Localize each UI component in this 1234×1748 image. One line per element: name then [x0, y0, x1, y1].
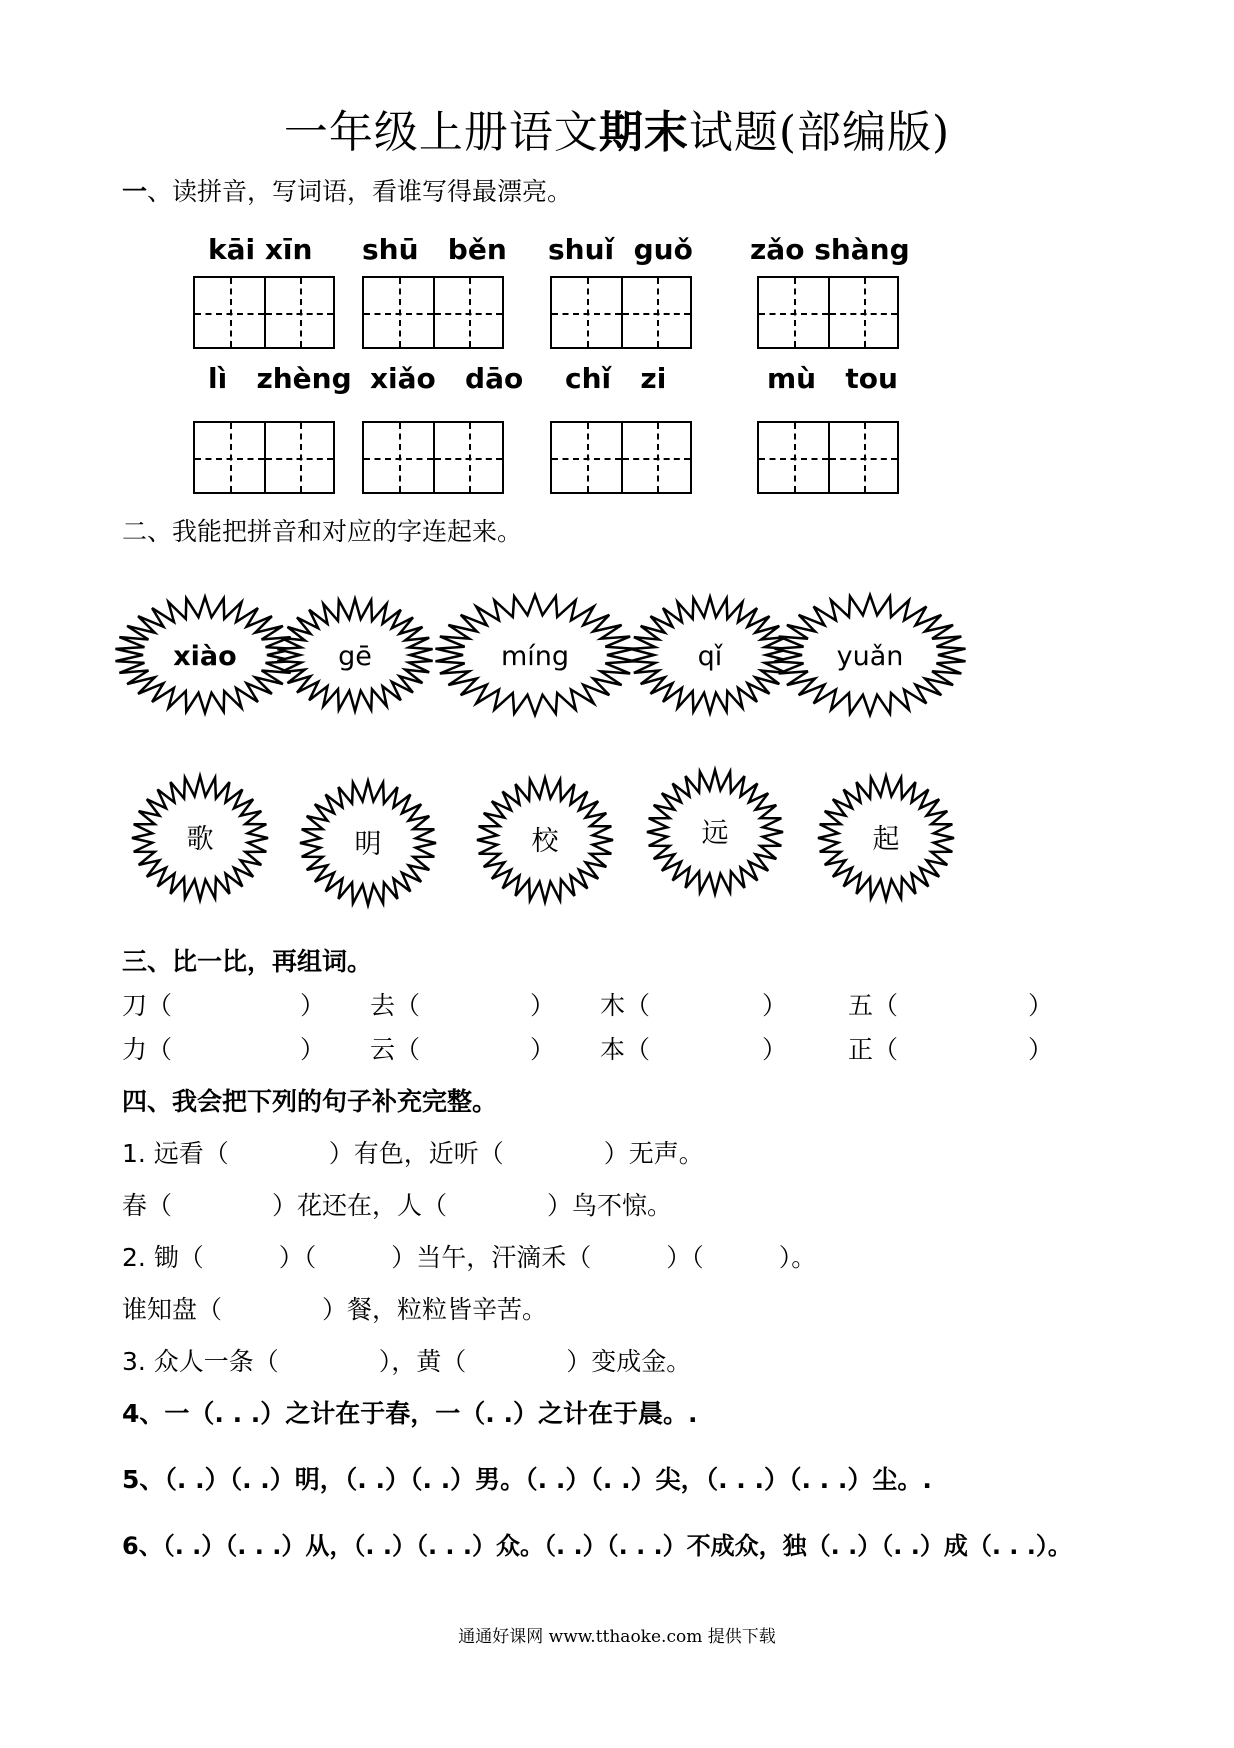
- char-burst-label: 歌: [186, 824, 214, 855]
- writing-grid-3[interactable]: [550, 276, 692, 349]
- compare-cell: ）: [762, 1035, 788, 1064]
- section1-num: 一: [122, 177, 148, 206]
- compare-cell: 云（: [370, 1035, 421, 1064]
- section2-heading: 二、我能把拼音和对应的字连起来。: [122, 517, 523, 546]
- char-burst-label: 校: [531, 826, 559, 857]
- sentence-line-6: 4、一（. . .）之计在于春，一（. .）之计在于晨。.: [122, 1399, 698, 1428]
- compare-cell: ）: [530, 1035, 556, 1064]
- writing-grid-8[interactable]: [757, 421, 899, 494]
- writing-grid-2[interactable]: [362, 276, 504, 349]
- pinyin-burst-label: xiào: [173, 641, 237, 672]
- title-part2: 期末: [598, 107, 689, 158]
- writing-grid-4[interactable]: [757, 276, 899, 349]
- compare-cell: ）: [300, 991, 326, 1020]
- section1-text: 、读拼音，写词语，看谁写得最漂亮。: [147, 177, 573, 206]
- pinyin-burst-label: yuǎn: [836, 641, 904, 672]
- pinyin-word-4: zǎo shàng: [750, 233, 910, 266]
- sentence-line-5: 3. 众人一条（ ），黄（ ）变成金。: [122, 1347, 692, 1376]
- pinyin-word-1: kāi xīn: [208, 233, 313, 266]
- compare-cell: 去（: [370, 991, 421, 1020]
- writing-grid-1[interactable]: [193, 276, 335, 349]
- sentence-line-2: 春（ ）花还在，人（ ）鸟不惊。: [122, 1191, 673, 1220]
- pinyin-word-3: shuǐ guǒ: [548, 233, 693, 266]
- compare-cell: ）: [1028, 991, 1054, 1020]
- writing-grid-7[interactable]: [550, 421, 692, 494]
- sentence-line-1: 1. 远看（ ）有色，近听（ ）无声。: [122, 1139, 704, 1168]
- pinyin-word-2: shū běn: [362, 233, 507, 266]
- compare-cell: 五（: [848, 991, 899, 1020]
- compare-cell: ）: [530, 991, 556, 1020]
- page-title: [0, 96, 1234, 160]
- sentence-line-7: 5、（. .）（. .）明，（. .）（. .）男。（. .）（. .）尖，（. . .）（. . .）尘。.: [122, 1465, 932, 1494]
- compare-cell: 本（: [600, 1035, 651, 1064]
- compare-cell: ）: [762, 991, 788, 1020]
- compare-cell: ）: [1028, 1035, 1054, 1064]
- section1-heading: [122, 172, 572, 208]
- pinyin-word-6: xiǎo dāo: [370, 362, 524, 395]
- pinyin-word-7: chǐ zi: [565, 362, 667, 395]
- compare-cell: 力（: [122, 1035, 173, 1064]
- compare-cell: 木（: [600, 991, 651, 1020]
- title-part1: 一年级上册语文: [283, 107, 599, 158]
- section3-heading: 三、比一比，再组词。: [122, 947, 373, 976]
- pinyin-burst-label: míng: [500, 641, 570, 672]
- sentence-line-8: 6、（. .）（. . .）从，（. .）（. . .）众。（. .）（. . .）不成众，独（. .）（. .）成（. . .）。: [122, 1532, 1072, 1560]
- compare-cell: 正（: [848, 1035, 899, 1064]
- sentence-line-4: 谁知盘（ ）餐，粒粒皆辛苦。: [122, 1295, 548, 1324]
- footer-credit: 通通好课网 www.tthaoke.com 提供下载: [458, 1627, 776, 1647]
- compare-cell: ）: [300, 1035, 326, 1064]
- burst-area: [0, 560, 1234, 920]
- pinyin-burst-label: gē: [338, 641, 372, 672]
- char-burst-label: 明: [354, 829, 382, 860]
- char-burst-label: 远: [701, 818, 729, 849]
- writing-grid-6[interactable]: [362, 421, 504, 494]
- char-burst-label: 起: [872, 824, 900, 855]
- pinyin-word-8: mù tou: [767, 362, 898, 395]
- writing-grid-5[interactable]: [193, 421, 335, 494]
- compare-cell: 刀（: [122, 991, 173, 1020]
- sentence-line-3: 2. 锄（ ）（ ）当午，汗滴禾（ ）（ ）。: [122, 1243, 817, 1272]
- pinyin-word-5: lì zhèng: [208, 362, 352, 395]
- pinyin-burst-label: qǐ: [697, 641, 723, 672]
- title-part3: 试题(部编版): [688, 107, 951, 158]
- section4-heading: 四、我会把下列的句子补充完整。: [122, 1087, 498, 1116]
